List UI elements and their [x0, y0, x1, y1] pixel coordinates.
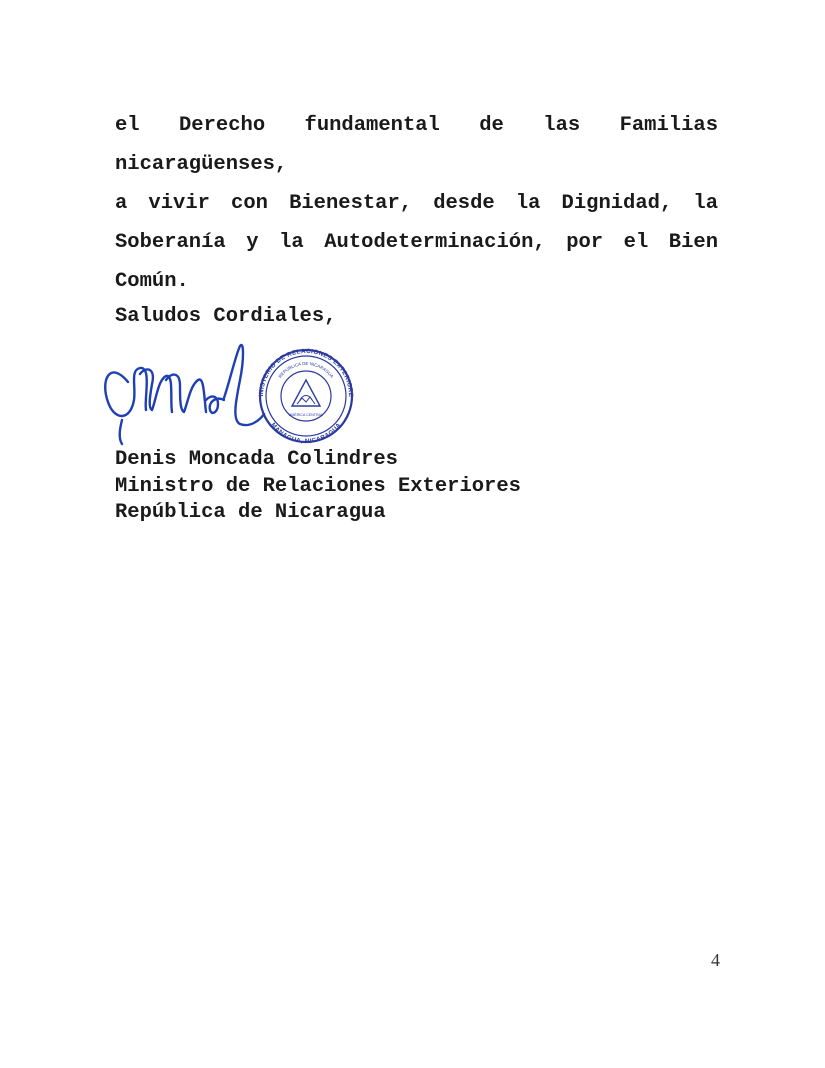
svg-text:MANAGUA, NICARAGUA — [269, 422, 343, 445]
signature-seal-graphic — [100, 340, 360, 452]
closing-salutation: Saludos Cordiales, — [115, 305, 337, 328]
signature-and-seal — [100, 340, 360, 452]
paragraph-line-2: a vivir con Bienestar, desde la Dignidad, la — [115, 192, 718, 215]
seal-inner-text: REPÚBLICA DE NICARAGUA — [277, 360, 335, 379]
ministry-seal — [258, 348, 354, 445]
signatory-country: República de Nicaragua — [115, 501, 386, 524]
seal-lower-text: MANAGUA, NICARAGUA — [269, 421, 343, 446]
paragraph-line-4: Común. — [115, 270, 189, 293]
seal-center-text: AMÉRICA CENTRAL — [289, 413, 323, 417]
handwritten-signature — [105, 345, 264, 444]
paragraph-line-1: el Derecho fundamental de las Familias nicaragüenses, — [115, 114, 718, 176]
closing-paragraph — [115, 106, 718, 301]
seal-volcanoes-icon — [297, 397, 315, 404]
seal-outer-text: MINISTERIO DE RELACIONES EXTERIORES — [257, 347, 355, 398]
paragraph-line-3: Soberanía y la Autodeterminación, por el Bien — [115, 231, 718, 254]
svg-text:REPÚBLICA DE NICARAGUA — [277, 361, 334, 379]
signatory-block — [115, 447, 521, 527]
signatory-name: Denis Moncada Colindres — [115, 448, 398, 471]
page-number: 4 — [711, 950, 720, 970]
signatory-title: Ministro de Relaciones Exteriores — [115, 474, 521, 498]
